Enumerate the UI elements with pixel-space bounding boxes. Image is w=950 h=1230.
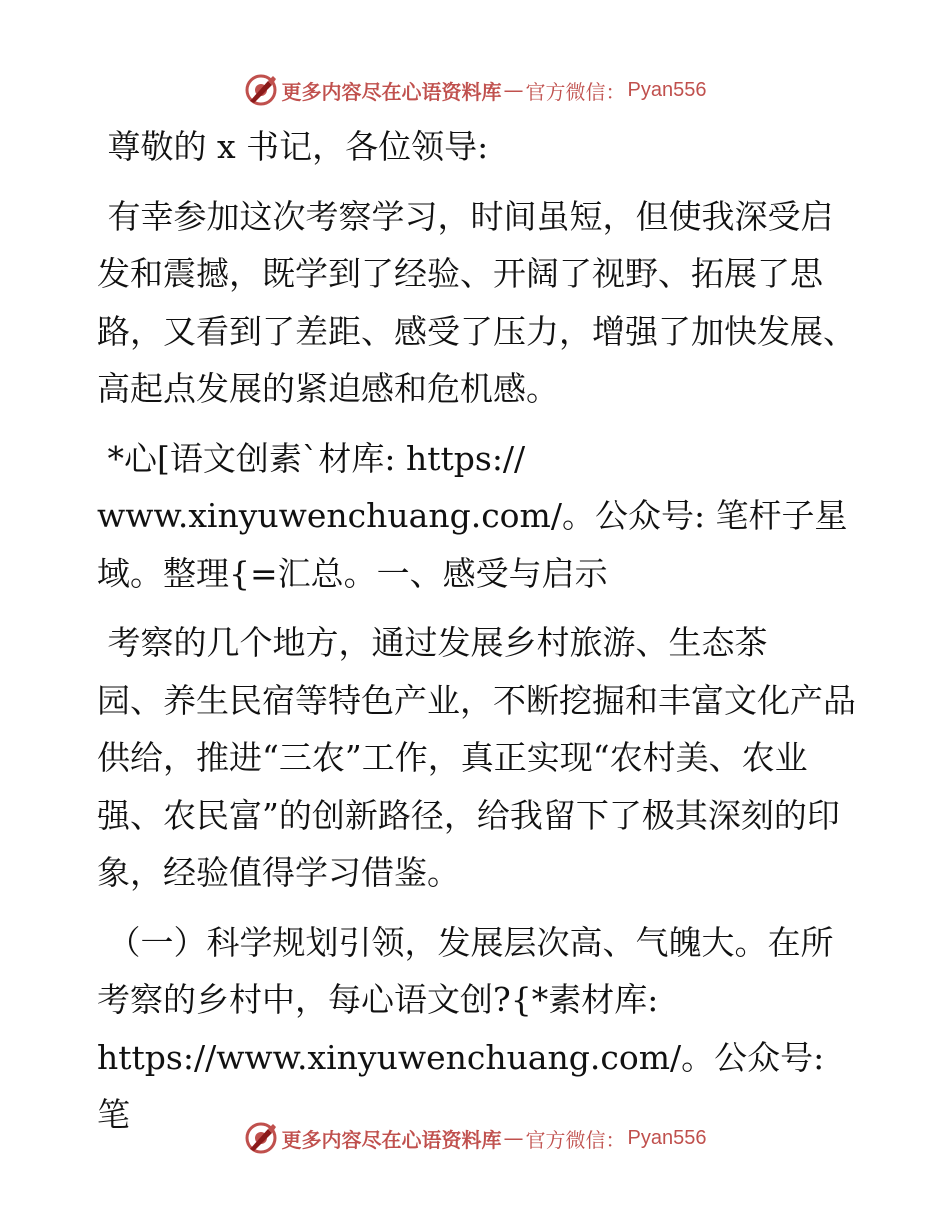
banner-wechat-id: Pyan556 bbox=[627, 1126, 707, 1149]
paragraph-source-note: *心[语文创素`材库: https:// www.xinyuwenchuang.com/。公众号: 笔杆子星 域。整理{=汇总。一、感受与启示 bbox=[97, 438, 848, 593]
paragraph-inspection: 考察的几个地方，通过发展乡村旅游、生态茶 园、养生民宿等特色产业，不断挖掘和丰富文化产品供给，推进“三农”工作，真正实现“农村美、农业强、农民富”的创新路径，给我留下了极其深刻的印象，经验值得学习借鉴。 bbox=[97, 623, 856, 892]
paragraph-section-one: （一）科学规划引领，发展层次高、气魄大。在所考察的乡村中，每心语文创?{*素材库: https://www.xinyuwenchuang.com/。公众号: 笔 bbox=[97, 922, 834, 1134]
banner-separator: — bbox=[503, 1126, 524, 1150]
pen-logo-icon bbox=[244, 73, 278, 107]
pen-logo-icon bbox=[244, 1121, 278, 1155]
salutation: 尊敬的 x 书记，各位领导: bbox=[97, 127, 489, 166]
footer-watermark-banner bbox=[0, 1118, 950, 1158]
banner-separator: — bbox=[503, 78, 524, 102]
paragraph-intro: 有幸参加这次考察学习，时间虽短，但使我深受启发和震撼，既学到了经验、开阔了视野、拓展了思路，又看到了差距、感受了压力，增强了加快发展、高起点发展的紧迫感和危机感。 bbox=[97, 196, 856, 408]
header-watermark-banner bbox=[0, 70, 950, 110]
banner-title: 更多内容尽在心语资料库 bbox=[281, 79, 502, 104]
banner-wechat-label: 官方微信： bbox=[525, 79, 626, 104]
banner-wechat-id: Pyan556 bbox=[627, 78, 707, 101]
document-body bbox=[97, 118, 857, 1144]
banner-wechat-label: 官方微信： bbox=[525, 1127, 626, 1152]
banner-title: 更多内容尽在心语资料库 bbox=[281, 1127, 502, 1152]
